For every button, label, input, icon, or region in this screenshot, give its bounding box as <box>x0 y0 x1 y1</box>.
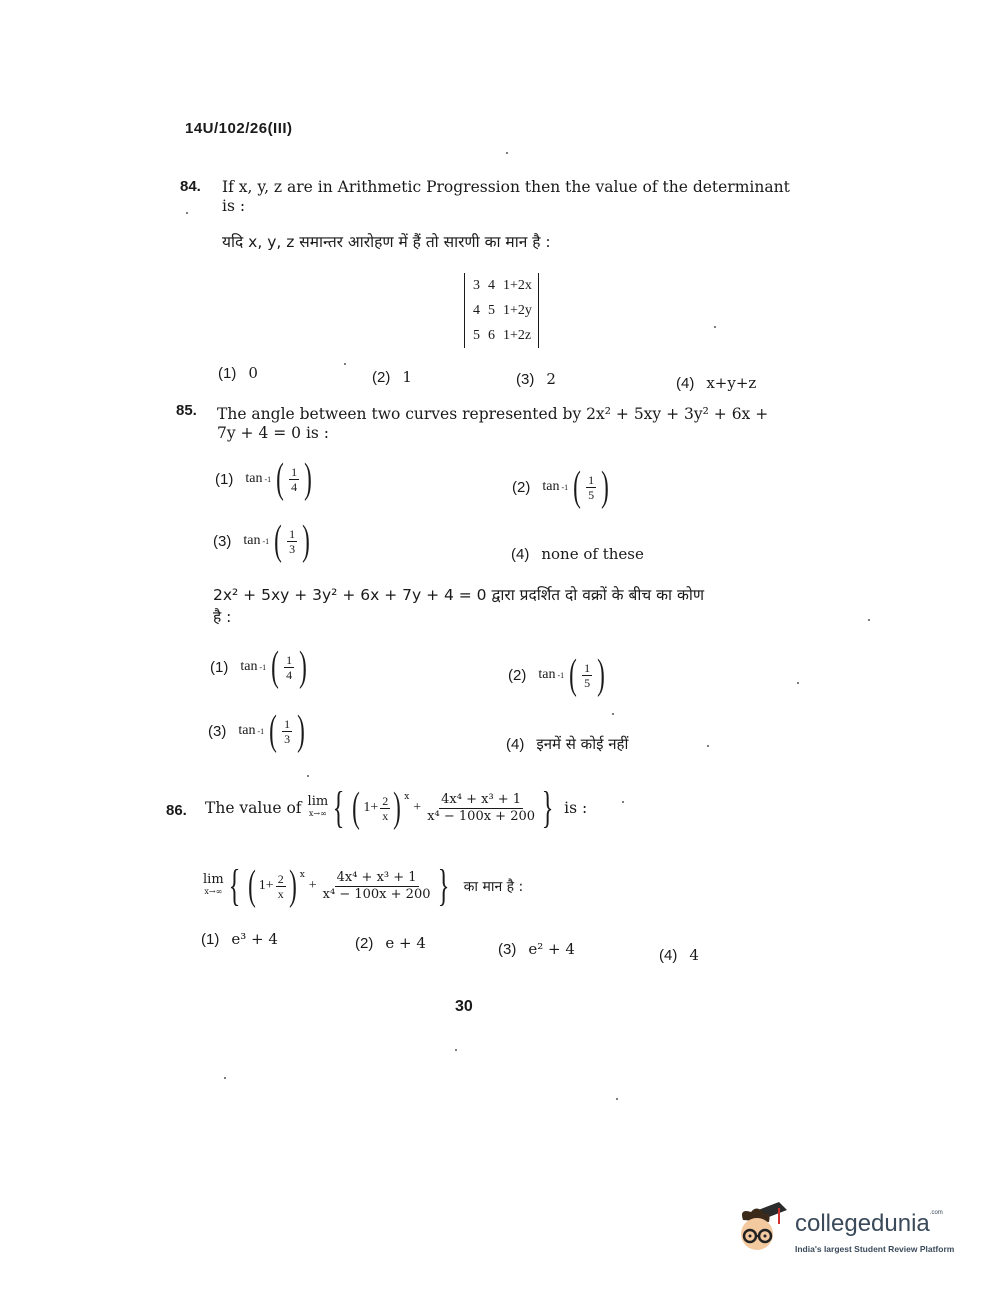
option-1: (1) tan -1 ( $\frac{1}{4}$ ) <box>210 644 307 690</box>
question-text-cont: is : <box>222 197 246 215</box>
det-cell: 1+2z <box>503 327 532 343</box>
option-1: (1) tan -1 ( $\frac{1}{4}$ ) <box>215 456 312 502</box>
det-cell: 3 <box>473 277 480 293</box>
det-cell: 4 <box>473 302 480 318</box>
option-4: (4) 4 <box>659 946 699 964</box>
question-text-hindi: यदि x, y, z समान्तर आरोहण में हैं तो सारणी का मान है : <box>222 233 551 251</box>
option-4: (4) x+y+z <box>676 374 757 392</box>
paper-code: 14U/102/26(III) <box>185 120 293 137</box>
question-number: 86. <box>166 802 187 819</box>
option-1: (1) e³ + 4 <box>201 930 278 948</box>
option-3: (3) tan -1 ( $\frac{1}{3}$ ) <box>208 708 305 754</box>
det-cell: 1+2y <box>503 302 532 318</box>
question-text-hindi-cont: है : <box>213 608 232 626</box>
option-2: (2) tan -1 ( $\frac{1}{5}$ ) <box>508 652 605 698</box>
question-text-hindi: 2x² + 5xy + 3y² + 6x + 7y + 4 = 0 द्वारा प्रदर्शित दो वक्रों के बीच का कोण <box>213 586 705 604</box>
mascot-logo-icon <box>735 1198 791 1256</box>
option-2: (2) 1 <box>372 368 412 386</box>
option-2: (2) e + 4 <box>355 934 426 952</box>
option-1: (1) 0 <box>218 364 258 382</box>
det-cell: 4 <box>488 277 495 293</box>
det-cell: 1+2x <box>503 277 532 293</box>
question-text: The angle between two curves represented by 2x² + 5xy + 3y² + 6x + <box>217 405 769 423</box>
question-text-hindi: lim x→∞ { ( 1+ $\frac{2}{x}$ ) $^x$ + $\frac{\text{4x⁴ + x³ + 1}}{\text{x⁴ − 100x + 200}}$ } का मान है : <box>203 861 524 910</box>
option-4: (4) none of these <box>511 545 644 563</box>
brand-name: collegedunia$^{.com}$ <box>795 1210 943 1237</box>
option-4: (4) इनमें से कोई नहीं <box>506 735 629 753</box>
det-cell: 5 <box>473 327 480 343</box>
question-text: The value of lim x→∞ { ( 1+ $\frac{2}{x}$ ) $^x$ + $\frac{\text{4x⁴ + x³ + 1}}{\text{x⁴ − 100x + 200}}$ } is : <box>205 783 588 832</box>
page-number: 30 <box>455 998 473 1015</box>
question-text-cont: 7y + 4 = 0 is : <box>217 424 330 442</box>
determinant <box>464 273 539 348</box>
det-cell: 5 <box>488 302 495 318</box>
option-2: (2) tan -1 ( $\frac{1}{5}$ ) <box>512 464 609 510</box>
det-cell: 6 <box>488 327 495 343</box>
brand-tagline: India's largest Student Review Platform <box>795 1244 955 1254</box>
question-text: If x, y, z are in Arithmetic Progression then the value of the determinant <box>222 178 790 196</box>
question-number: 84. <box>180 178 201 195</box>
option-3: (3) 2 <box>516 370 556 388</box>
question-number: 85. <box>176 402 197 419</box>
option-3: (3) tan -1 ( $\frac{1}{3}$ ) <box>213 518 310 564</box>
option-3: (3) e² + 4 <box>498 940 575 958</box>
